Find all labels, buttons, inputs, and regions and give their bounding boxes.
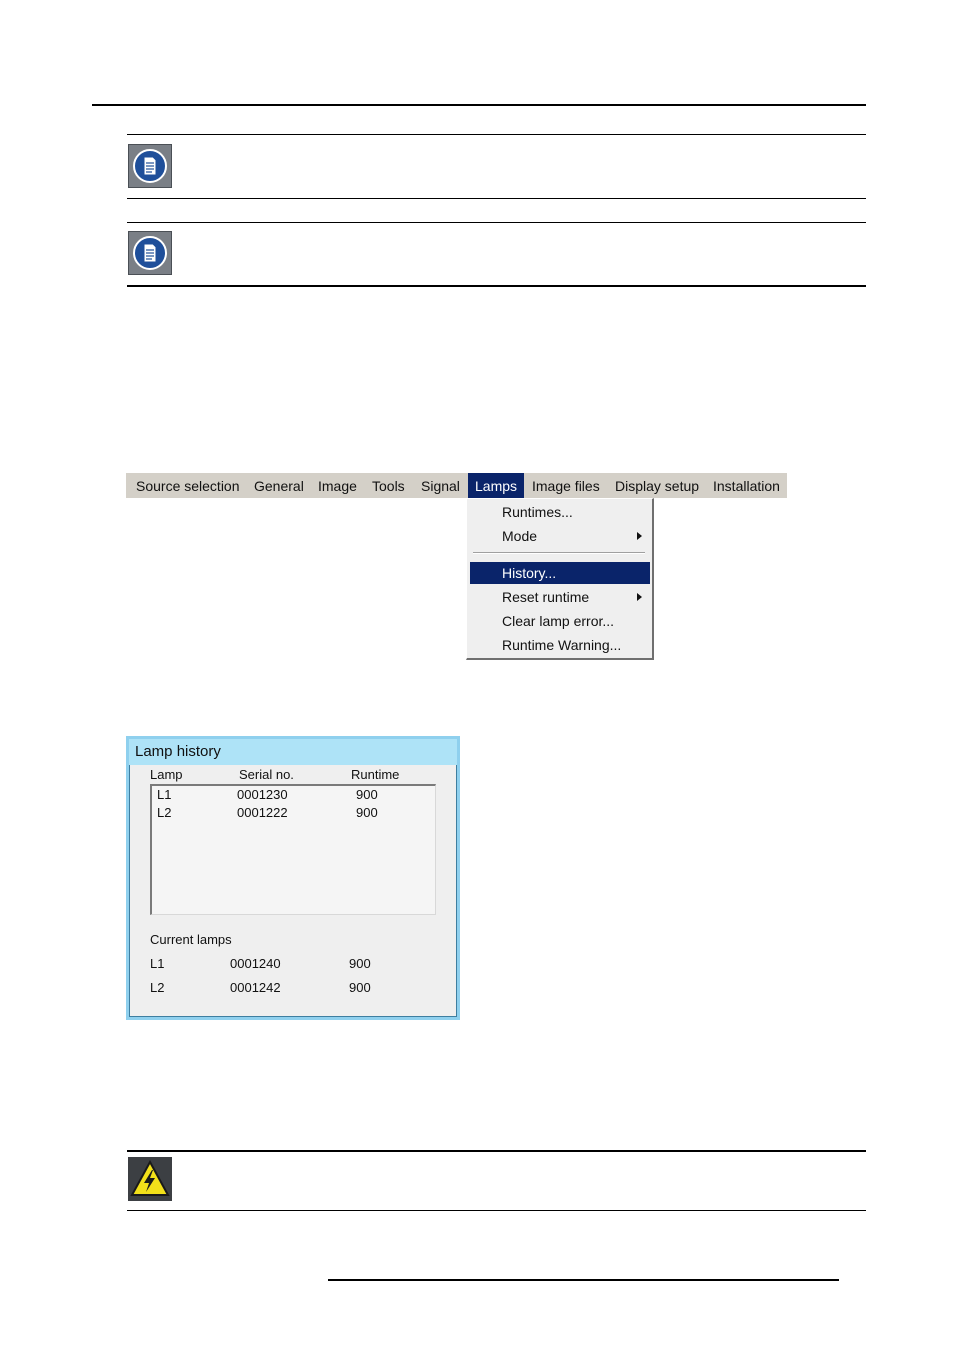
warning-bottom-rule bbox=[127, 1210, 866, 1211]
note-icon bbox=[128, 231, 172, 275]
dialog-title: Lamp history bbox=[129, 739, 457, 765]
note-top-rule bbox=[127, 222, 866, 223]
lamp-serial: 0001230 bbox=[237, 787, 288, 802]
current-lamp-runtime: 900 bbox=[349, 980, 371, 995]
lamp-runtime: 900 bbox=[356, 805, 378, 820]
lamp-serial: 0001222 bbox=[237, 805, 288, 820]
lamp-history-list[interactable] bbox=[150, 784, 436, 915]
current-lamp-runtime: 900 bbox=[349, 956, 371, 971]
menu-item-runtimes[interactable]: Runtimes... bbox=[502, 504, 573, 520]
current-lamp-serial: 0001242 bbox=[230, 980, 281, 995]
menu-item-mode-label: Mode bbox=[502, 528, 538, 544]
menu-display-setup[interactable]: Display setup bbox=[615, 478, 700, 494]
menu-item-reset-runtime[interactable] bbox=[470, 586, 650, 608]
lamp-history-dialog bbox=[126, 736, 460, 1020]
high-voltage-warning-icon bbox=[128, 1157, 172, 1201]
menu-tools[interactable]: Tools bbox=[372, 478, 405, 494]
column-header-runtime: Runtime bbox=[351, 767, 400, 782]
menu-image-files[interactable]: Image files bbox=[532, 478, 600, 494]
menu-lamps[interactable]: Lamps bbox=[468, 473, 524, 498]
menu-item-runtime-warning[interactable]: Runtime Warning... bbox=[502, 637, 622, 653]
column-header-lamp: Lamp bbox=[150, 767, 183, 782]
note-bottom-rule bbox=[127, 285, 866, 287]
menu-bar bbox=[126, 473, 787, 498]
lamp-runtime: 900 bbox=[356, 787, 378, 802]
menu-item-mode[interactable] bbox=[470, 525, 650, 547]
list-item[interactable] bbox=[152, 786, 432, 804]
menu-signal[interactable]: Signal bbox=[421, 478, 460, 494]
menu-item-history[interactable]: History... bbox=[470, 562, 650, 584]
footer-rule bbox=[328, 1279, 839, 1281]
header-rule bbox=[92, 104, 866, 106]
submenu-arrow-icon bbox=[637, 532, 642, 540]
menu-installation[interactable]: Installation bbox=[713, 478, 780, 494]
note-top-rule bbox=[127, 134, 866, 135]
column-header-serial: Serial no. bbox=[239, 767, 294, 782]
current-lamp-serial: 0001240 bbox=[230, 956, 281, 971]
lamp-id: L1 bbox=[157, 787, 172, 802]
lamps-menu bbox=[466, 498, 654, 660]
menu-item-clear-lamp-error[interactable]: Clear lamp error... bbox=[502, 613, 615, 629]
menu-general[interactable]: General bbox=[254, 478, 304, 494]
warning-top-rule bbox=[127, 1150, 866, 1152]
menu-source-selection[interactable]: Source selection bbox=[136, 478, 240, 494]
current-lamp-id: L2 bbox=[150, 980, 165, 995]
current-lamp-id: L1 bbox=[150, 956, 165, 971]
current-lamps-label: Current lamps bbox=[150, 932, 232, 947]
submenu-arrow-icon bbox=[637, 593, 642, 601]
menu-image[interactable]: Image bbox=[318, 478, 357, 494]
menu-separator bbox=[473, 552, 645, 554]
menu-item-reset-runtime-label: Reset runtime bbox=[502, 589, 590, 605]
note-bottom-rule bbox=[127, 198, 866, 199]
list-item[interactable] bbox=[152, 804, 432, 822]
lamp-id: L2 bbox=[157, 805, 172, 820]
note-icon bbox=[128, 144, 172, 188]
